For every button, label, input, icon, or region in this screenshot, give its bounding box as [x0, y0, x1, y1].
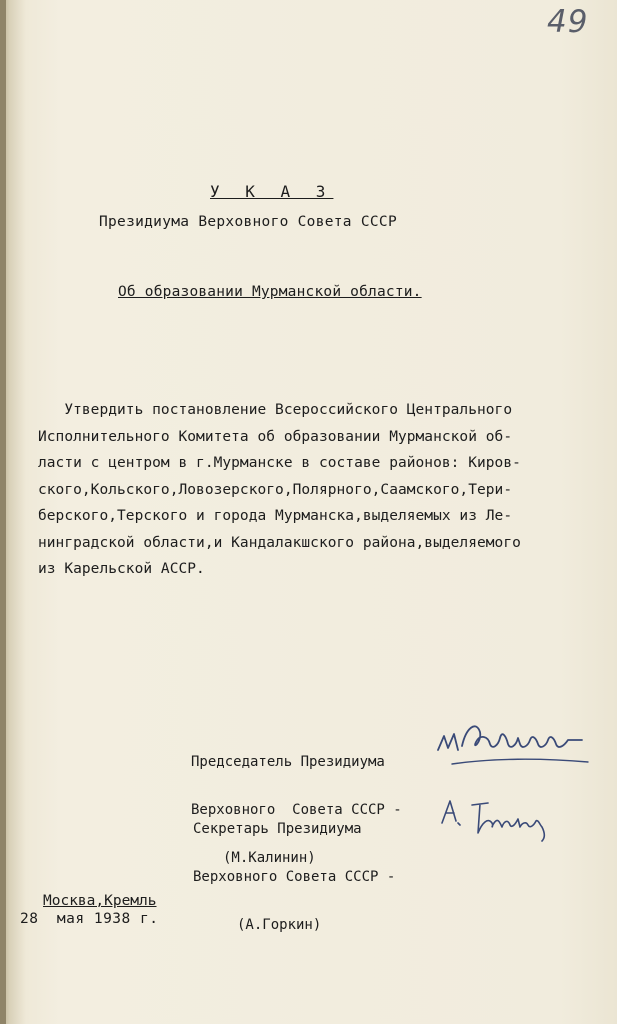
body-line: нинградской области,и Кандалакшского района,выделяемого: [38, 534, 521, 551]
body-line: ского,Кольского,Ловозерского,Полярного,Саамского,Тери-: [38, 481, 513, 498]
chairman-name: (М.Калинин): [223, 850, 316, 866]
body-line: Исполнительного Комитета об образовании Мурманской об-: [38, 428, 513, 445]
secretary-name: (А.Горкин): [237, 917, 322, 933]
body-line: берского,Терского и города Мурманска,выделяемых из Ле-: [38, 508, 513, 524]
document-title: У К А З: [210, 182, 334, 201]
binding-edge: [0, 0, 6, 1024]
secretary-signature-block: [193, 789, 395, 965]
document-subject: Об образовании Мурманской области.: [118, 284, 422, 300]
date-of-signing: 28 мая 1938 г.: [20, 911, 159, 927]
secretary-handwritten-signature: [438, 793, 556, 845]
secretary-title-line1: Секретарь Президиума: [193, 821, 362, 837]
decree-body: [38, 397, 558, 583]
body-line: из Карельской АССР.: [38, 561, 205, 577]
chairman-handwritten-signature: [432, 706, 592, 776]
body-line: ласти с центром в г.Мурманске в составе районов: Киров-: [38, 455, 521, 471]
archive-page-number: 49: [547, 4, 589, 40]
secretary-title-line2: Верховного Совета СССР -: [193, 869, 396, 885]
chairman-title-line2: Верховного Совета СССР -: [191, 802, 402, 818]
document-issuer: Президиума Верховного Совета СССР: [99, 214, 397, 230]
chairman-title-line1: Председатель Президиума: [191, 754, 385, 770]
place-of-signing: Москва,Кремль: [43, 893, 157, 909]
body-line: Утвердить постановление Всероссийского Центрального: [38, 402, 513, 418]
